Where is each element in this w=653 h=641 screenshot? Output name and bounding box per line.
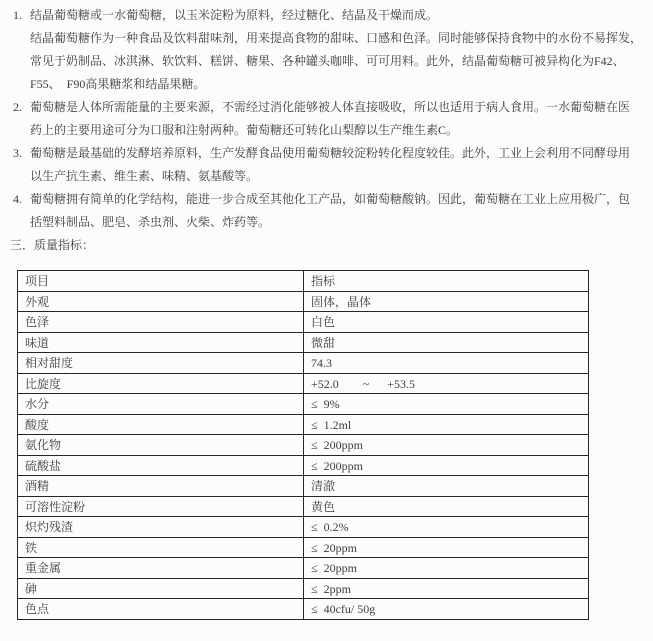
value-cell: 固体，晶体 <box>304 291 589 312</box>
quality-table <box>17 270 589 620</box>
item-cell: 重金属 <box>18 558 304 579</box>
value-cell: 74.3 <box>304 353 589 374</box>
text-line: 括塑料制品、肥皂、杀虫剂、火柴、炸药等。 <box>30 215 271 229</box>
item-cell: 比旋度 <box>18 373 304 394</box>
value-cell: ≤ 20ppm <box>304 558 589 579</box>
item-cell: 硫酸盐 <box>18 455 304 476</box>
item-cell: 外观 <box>18 291 304 312</box>
text-line: 葡萄糖拥有简单的化学结构，能进一步合成至其他化工产品，如葡萄糖酸钠。因此，葡萄糖在工业上应用极广，包 <box>30 192 631 206</box>
list-item <box>10 142 647 188</box>
value-cell: +52.0 ~ +53.5 <box>304 373 589 394</box>
header-cell: 指标 <box>304 271 589 292</box>
value-cell: ≤ 0.2% <box>304 517 589 538</box>
table-row <box>18 435 589 456</box>
item-cell: 铁 <box>18 537 304 558</box>
text-line: F55、 F90高果糖浆和结晶果糖。 <box>30 77 206 91</box>
item-cell: 色泽 <box>18 312 304 333</box>
text-line: 结晶葡萄糖或一水葡萄糖，以玉米淀粉为原料，经过糖化、结晶及干燥而成。 <box>30 8 439 22</box>
table-row <box>18 291 589 312</box>
item-cell: 炽灼残渣 <box>18 517 304 538</box>
item-cell: 酸度 <box>18 414 304 435</box>
value-cell: ≤ 200ppm <box>304 435 589 456</box>
item-cell: 酒精 <box>18 476 304 497</box>
table-row <box>18 578 589 599</box>
item-cell: 相对甜度 <box>18 353 304 374</box>
value-cell: ≤ 20ppm <box>304 537 589 558</box>
text-line: 葡萄糖是最基础的发酵培养原料，生产发酵食品使用葡萄糖较淀粉转化程度较佳。此外，工业上会利用不同酵母用 <box>30 146 631 160</box>
item-cell: 砷 <box>18 578 304 599</box>
text-line: 结晶葡萄糖作为一种食品及饮料甜味剂，用来提高食物的甜味、口感和色泽。同时能够保持食物中的水份不易挥发， <box>30 31 643 45</box>
value-cell: 黄色 <box>304 496 589 517</box>
value-cell: 微甜 <box>304 332 589 353</box>
table-header-row <box>18 271 589 292</box>
table-row <box>18 558 589 579</box>
table-row <box>18 414 589 435</box>
item-cell: 色点 <box>18 599 304 620</box>
item-text-block <box>30 188 647 234</box>
quality-table-body <box>18 271 589 620</box>
value-cell: 白色 <box>304 312 589 333</box>
value-cell: ≤ 1.2ml <box>304 414 589 435</box>
table-row <box>18 394 589 415</box>
item-text-block <box>30 142 647 188</box>
list-item <box>10 4 647 96</box>
item-cell: 水分 <box>18 394 304 415</box>
list-item <box>10 188 647 234</box>
text-line: 药上的主要用途可分为口服和注射两种。葡萄糖还可转化山梨醇以生产维生素C。 <box>30 123 459 137</box>
item-number: 3. <box>13 146 22 160</box>
header-cell: 项目 <box>18 271 304 292</box>
table-row <box>18 496 589 517</box>
table-row <box>18 312 589 333</box>
numbered-list <box>10 4 647 234</box>
table-row <box>18 455 589 476</box>
list-item <box>10 96 647 142</box>
section-heading: 三．质量指标： <box>10 238 95 252</box>
item-number: 2. <box>13 100 22 114</box>
item-number: 1. <box>13 8 22 22</box>
item-cell: 氨化物 <box>18 435 304 456</box>
item-number: 4. <box>13 192 22 206</box>
table-row <box>18 517 589 538</box>
table-row <box>18 537 589 558</box>
value-cell: 清澈 <box>304 476 589 497</box>
table-row <box>18 353 589 374</box>
item-cell: 可溶性淀粉 <box>18 496 304 517</box>
item-text-block <box>30 4 647 96</box>
item-text-block <box>30 96 647 142</box>
table-row <box>18 599 589 620</box>
text-line: 常见于奶制品、冰淇淋、软饮料、糕饼、糖果、各种罐头咖啡、可可用料。此外，结晶葡萄糖可被异构化为F42、 <box>30 54 625 68</box>
table-row <box>18 373 589 394</box>
value-cell: ≤ 200ppm <box>304 455 589 476</box>
item-cell: 味道 <box>18 332 304 353</box>
value-cell: ≤ 2ppm <box>304 578 589 599</box>
value-cell: ≤ 9% <box>304 394 589 415</box>
table-row <box>18 332 589 353</box>
value-cell: ≤ 40cfu/ 50g <box>304 599 589 620</box>
text-line: 以生产抗生素、维生素、味精、氨基酸等。 <box>30 169 259 183</box>
table-row <box>18 476 589 497</box>
text-line: 葡萄糖是人体所需能量的主要来源，不需经过消化能够被人体直接吸收，所以也适用于病人食用。一水葡萄糖在医 <box>30 100 631 114</box>
